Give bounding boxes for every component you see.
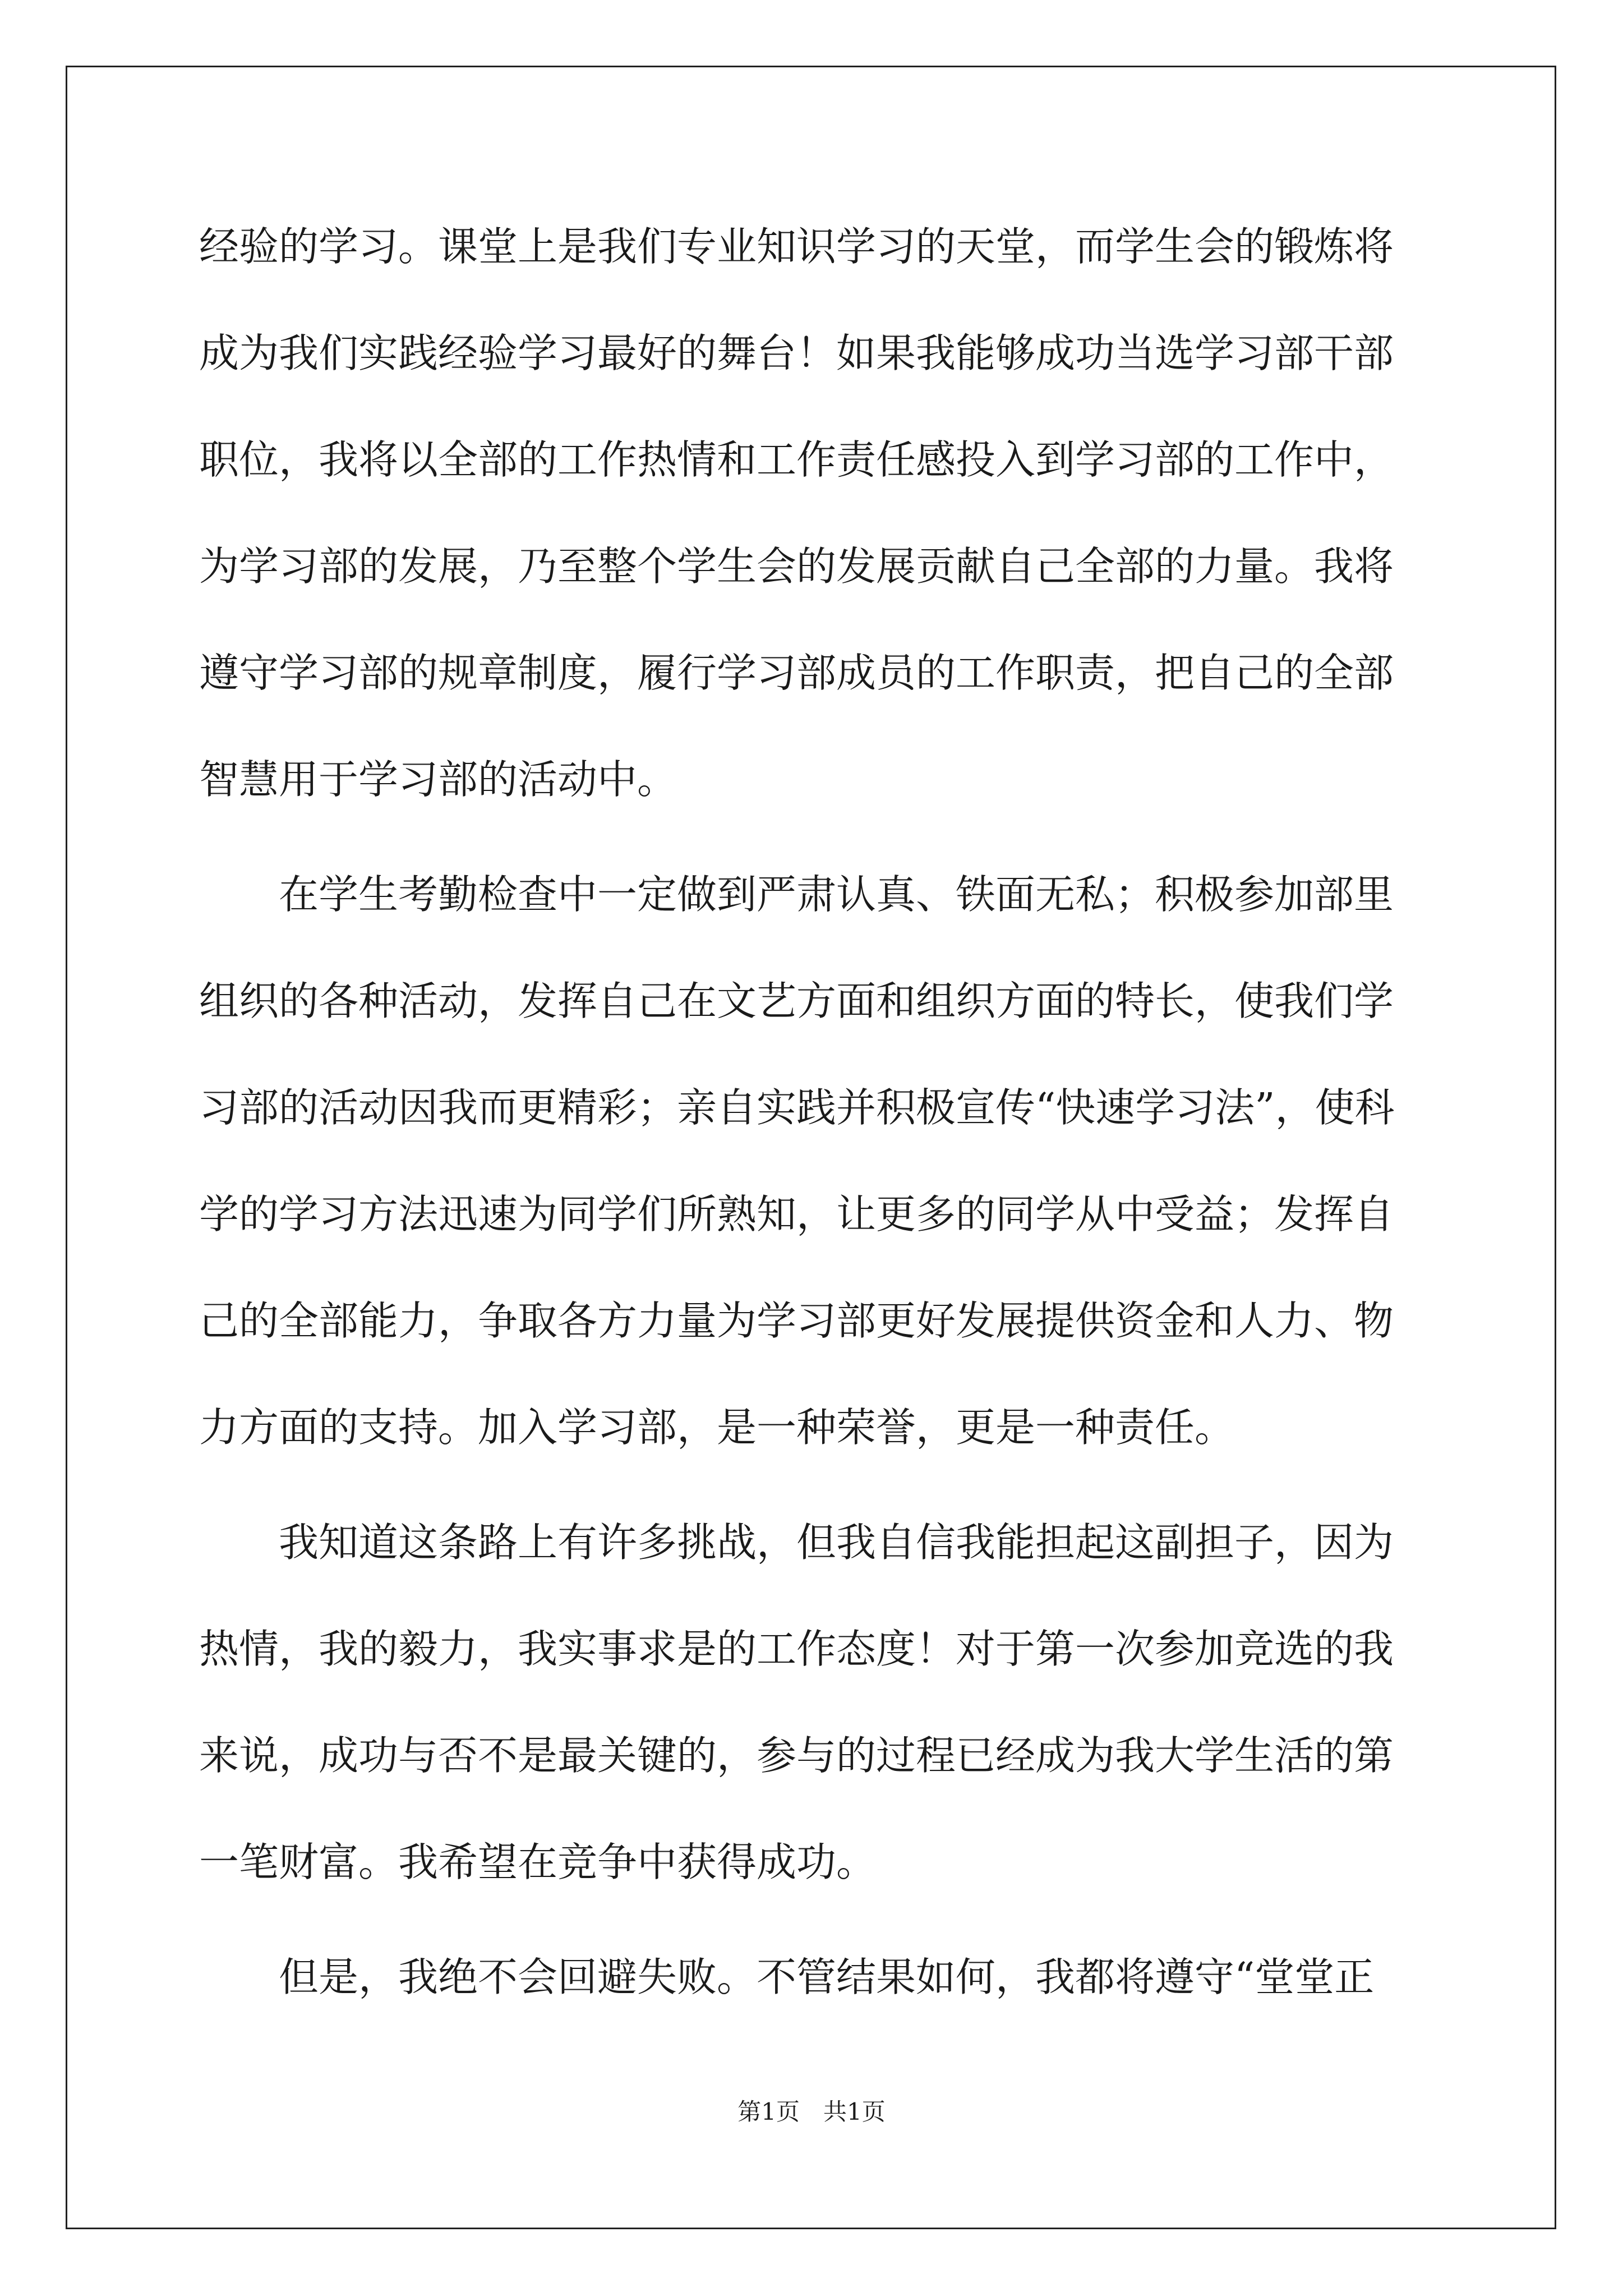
page-number-footer: 第1页 共1页 bbox=[737, 2098, 886, 2125]
text-line: 在学生考勤检查中一定做到严肃认真、铁面无私；积极参加部里 bbox=[199, 871, 1394, 918]
text-line: 习部的活动因我而更精彩；亲自实践并积极宣传“快速学习法”，使科 bbox=[199, 1084, 1395, 1131]
text-line: 但是，我绝不会回避失败。不管结果如何，我都将遵守“堂堂正 bbox=[199, 1954, 1375, 2000]
text-line: 职位，我将以全部的工作热情和工作责任感投入到学习部的工作中， bbox=[199, 436, 1394, 483]
text-line: 组织的各种活动，发挥自己在文艺方面和组织方面的特长，使我们学 bbox=[199, 978, 1394, 1024]
text-line: 经验的学习。课堂上是我们专业知识学习的天堂，而学生会的锻炼将 bbox=[199, 223, 1394, 270]
text-line: 智慧用于学习部的活动中。 bbox=[199, 756, 677, 803]
text-line: 成为我们实践经验学习最好的舞台！如果我能够成功当选学习部干部 bbox=[199, 330, 1394, 376]
text-line: 热情，我的毅力，我实事求是的工作态度！对于第一次参加竞选的我 bbox=[199, 1626, 1394, 1672]
text-line: 一笔财富。我希望在竞争中获得成功。 bbox=[199, 1839, 877, 1885]
text-line: 为学习部的发展，乃至整个学生会的发展贡献自己全部的力量。我将 bbox=[199, 543, 1394, 590]
text-line: 力方面的支持。加入学习部，是一种荣誉，更是一种责任。 bbox=[199, 1404, 1235, 1451]
text-line: 我知道这条路上有许多挑战，但我自信我能担起这副担子，因为 bbox=[199, 1519, 1394, 1566]
page-border bbox=[66, 66, 1556, 2229]
text-line: 己的全部能力，争取各方力量为学习部更好发展提供资金和人力、物 bbox=[199, 1297, 1394, 1344]
text-line: 遵守学习部的规章制度，履行学习部成员的工作职责，把自己的全部 bbox=[199, 650, 1394, 696]
text-line: 来说，成功与否不是最关键的，参与的过程已经成为我大学生活的第 bbox=[199, 1732, 1394, 1779]
text-line: 学的学习方法迅速为同学们所熟知，让更多的同学从中受益；发挥自 bbox=[199, 1191, 1394, 1237]
